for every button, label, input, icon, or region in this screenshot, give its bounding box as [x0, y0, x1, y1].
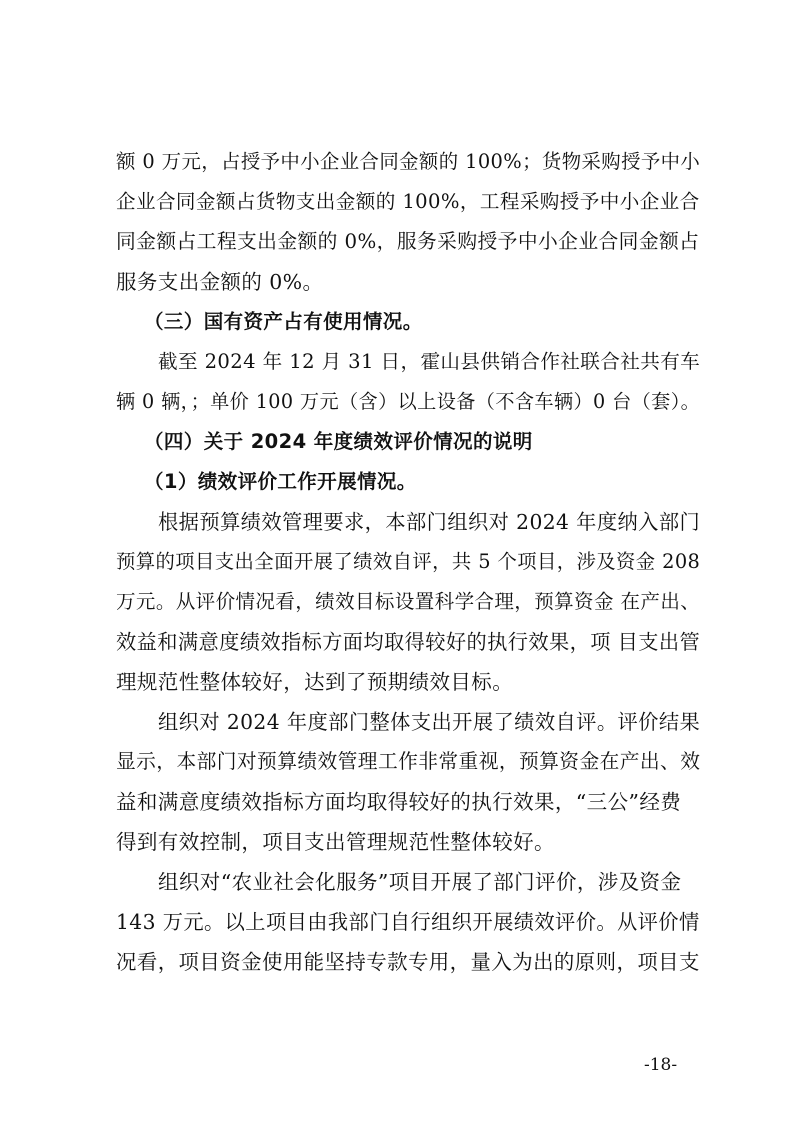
body-line-18: 得到有效控制，项目支出管理规范性整体较好。 [116, 830, 555, 854]
page-number: -18- [644, 1055, 678, 1075]
body-line-1: 额 0 万元，占授予中小企业合同金额的 100%；货物采购授予中小 [116, 150, 701, 173]
body-line-7: 辆 0 辆，；单价 100 万元（含）以上设备（不含车辆）0 台（套）。 [116, 390, 701, 413]
body-line-6: 截至 2024 年 12 月 31 日，霍山县供销合作社联合社共有车 [158, 350, 701, 373]
subsection-heading-1: （1）绩效评价工作开展情况。 [144, 470, 417, 493]
body-line-11: 预算的项目支出全面开展了绩效自评，共 5 个项目，涉及资金 208 [116, 550, 701, 573]
body-line-10: 根据预算绩效管理要求，本部门组织对 2024 年度纳入部门 [158, 510, 701, 534]
body-line-2: 企业合同金额占货物支出金额的 100%，工程采购授予中小企业合 [116, 190, 700, 213]
body-line-14: 理规范性整体较好，达到了预期绩效目标。 [116, 670, 514, 694]
body-line-15: 组织对 2024 年度部门整体支出开展了绩效自评。评价结果 [158, 710, 701, 734]
body-line-21: 况看，项目资金使用能坚持专款专用，量入为出的原则，项目支 [116, 950, 700, 974]
body-line-19: 组织对“农业社会化服务”项目开展了部门评价，涉及资金 [158, 870, 682, 894]
body-line-4: 服务支出金额的 0%。 [116, 270, 324, 294]
body-line-3: 同金额占工程支出金额的 0%，服务采购授予中小企业合同金额占 [116, 230, 700, 253]
body-line-16: 显示，本部门对预算绩效管理工作非常重视，预算资金在产出、效 [116, 750, 701, 773]
body-line-12: 万元。从评价情况看，绩效目标设置科学合理，预算资金 在产出、 [116, 590, 701, 613]
section-heading-4: （四）关于 2024 年度绩效评价情况的说明 [144, 430, 533, 453]
body-line-20: 143 万元。以上项目由我部门自行组织开展绩效评价。从评价情 [116, 910, 700, 934]
body-line-13: 效益和满意度绩效指标方面均取得较好的执行效果，项 目支出管 [116, 630, 701, 654]
section-heading-3: （三）国有资产占有使用情况。 [144, 310, 423, 333]
body-line-17: 益和满意度绩效指标方面均取得较好的执行效果，“三公”经费 [116, 790, 682, 814]
